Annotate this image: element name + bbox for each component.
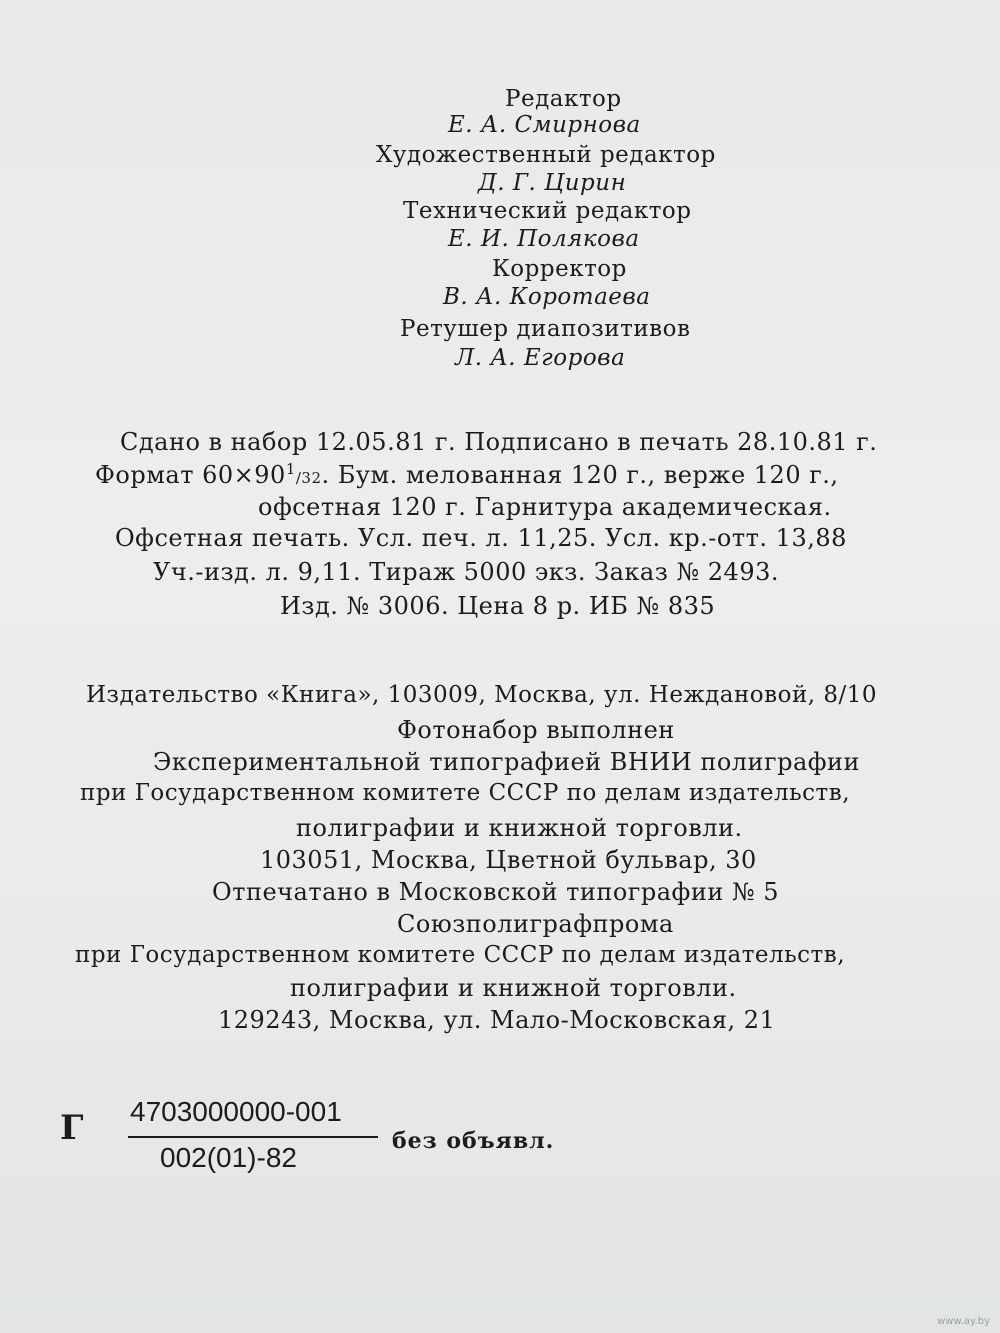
press-line-11: 129243, Москва, ул. Мало-Московская, 21: [218, 1006, 776, 1034]
credit-role-proofreader: Корректор: [492, 256, 627, 282]
watermark: www.ay.by: [937, 1316, 990, 1327]
credit-name-tech-editor: Е. И. Полякова: [448, 226, 640, 252]
imprint-line-6: Изд. № 3006. Цена 8 р. ИБ № 835: [280, 592, 716, 620]
credit-name-retoucher: Л. А. Егорова: [455, 345, 626, 371]
press-line-5: полиграфии и книжной торговли.: [296, 814, 743, 842]
credit-role-art-editor: Художественный редактор: [376, 142, 716, 168]
imprint-line-1: Сдано в набор 12.05.81 г. Подписано в печать 28.10.81 г.: [120, 428, 878, 456]
press-line-2: Фотонабор выполнен: [397, 716, 675, 744]
imprint-line-2: [95, 460, 839, 489]
format-sub: /32: [295, 469, 322, 487]
credit-name-art-editor: Д. Г. Цирин: [478, 170, 627, 196]
format-text: Формат 60×90: [95, 461, 286, 489]
code-denominator: 002(01)-82: [160, 1142, 297, 1173]
credit-role-editor: Редактор: [505, 86, 622, 112]
press-line-9: при Государственном комитете СССР по делам издательств,: [75, 942, 846, 968]
imprint-line-3: офсетная 120 г. Гарнитура академическая.: [258, 493, 832, 521]
code-numerator: 4703000000-001: [130, 1096, 342, 1127]
code-letter: Г: [60, 1108, 84, 1148]
press-line-3: Экспериментальной типографией ВНИИ полиграфии: [153, 748, 861, 776]
press-line-6: 103051, Москва, Цветной бульвар, 30: [260, 846, 757, 874]
press-line-8: Союзполиграфпрома: [397, 910, 674, 938]
paper-text: . Бум. мелованная 120 г., верже 120 г.,: [321, 461, 839, 489]
credit-name-proofreader: В. А. Коротаева: [443, 284, 651, 310]
credit-role-tech-editor: Технический редактор: [403, 198, 692, 224]
press-line-10: полиграфии и книжной торговли.: [290, 974, 737, 1002]
credit-name-editor: Е. А. Смирнова: [448, 112, 641, 138]
fraction-rule: [128, 1136, 378, 1138]
code-note: без объявл.: [392, 1128, 555, 1154]
imprint-line-4: Офсетная печать. Усл. печ. л. 11,25. Усл. кр.-отт. 13,88: [115, 524, 847, 552]
press-line-7: Отпечатано в Московской типографии № 5: [212, 878, 780, 906]
press-line-4: при Государственном комитете СССР по делам издательств,: [80, 780, 851, 806]
credit-role-retoucher: Ретушер диапозитивов: [400, 316, 691, 342]
format-sup: 1: [285, 460, 296, 478]
press-line-1: Издательство «Книга», 103009, Москва, ул. Неждановой, 8/10: [86, 682, 878, 708]
imprint-line-5: Уч.-изд. л. 9,11. Тираж 5000 экз. Заказ № 2493.: [153, 558, 779, 586]
